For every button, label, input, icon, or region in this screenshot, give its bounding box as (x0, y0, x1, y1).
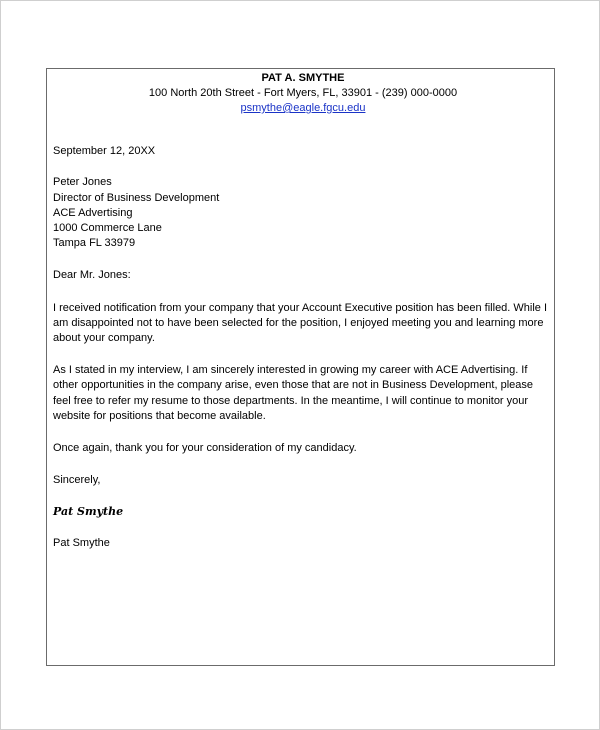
sender-email-link[interactable]: psmythe@eagle.fgcu.edu (240, 102, 366, 114)
signature: Pat Smythe (53, 505, 124, 519)
recipient-title: Director of Business Development (53, 191, 220, 204)
recipient-street: 1000 Commerce Lane (53, 222, 162, 235)
recipient-city: Tampa FL 33979 (53, 237, 136, 250)
body-paragraph-1: I received notification from your company that your Account Executive position has been filled. While I am disappointed not to have been selected for the position, I enjoyed meeting you and learning more about your company. (53, 301, 548, 345)
recipient-company: ACE Advertising (53, 206, 133, 219)
letter-content (53, 71, 553, 551)
salutation: Dear Mr. Jones: (53, 269, 131, 282)
body-paragraph-2: As I stated in my interview, I am sincerely interested in growing my career with ACE Advertising. If other opportunities in the company arise, even those that are not in Business Development, please feel free to refer my resume to those departments. In the meantime, I will continue to monitor your website for positions that become available. (53, 364, 534, 422)
typed-name: Pat Smythe (53, 536, 110, 549)
recipient-name: Peter Jones (53, 176, 112, 189)
letter-header (53, 71, 553, 116)
sender-name: PAT A. SMYTHE (261, 72, 345, 84)
letter-frame (46, 68, 555, 666)
closing: Sincerely, (53, 474, 101, 487)
recipient-block (53, 175, 553, 251)
letter-date: September 12, 20XX (53, 145, 156, 158)
body-paragraph-3: Once again, thank you for your consideration of my candidacy. (53, 442, 357, 455)
sender-address: 100 North 20th Street - Fort Myers, FL, 33901 - (239) 000-0000 (148, 87, 458, 99)
